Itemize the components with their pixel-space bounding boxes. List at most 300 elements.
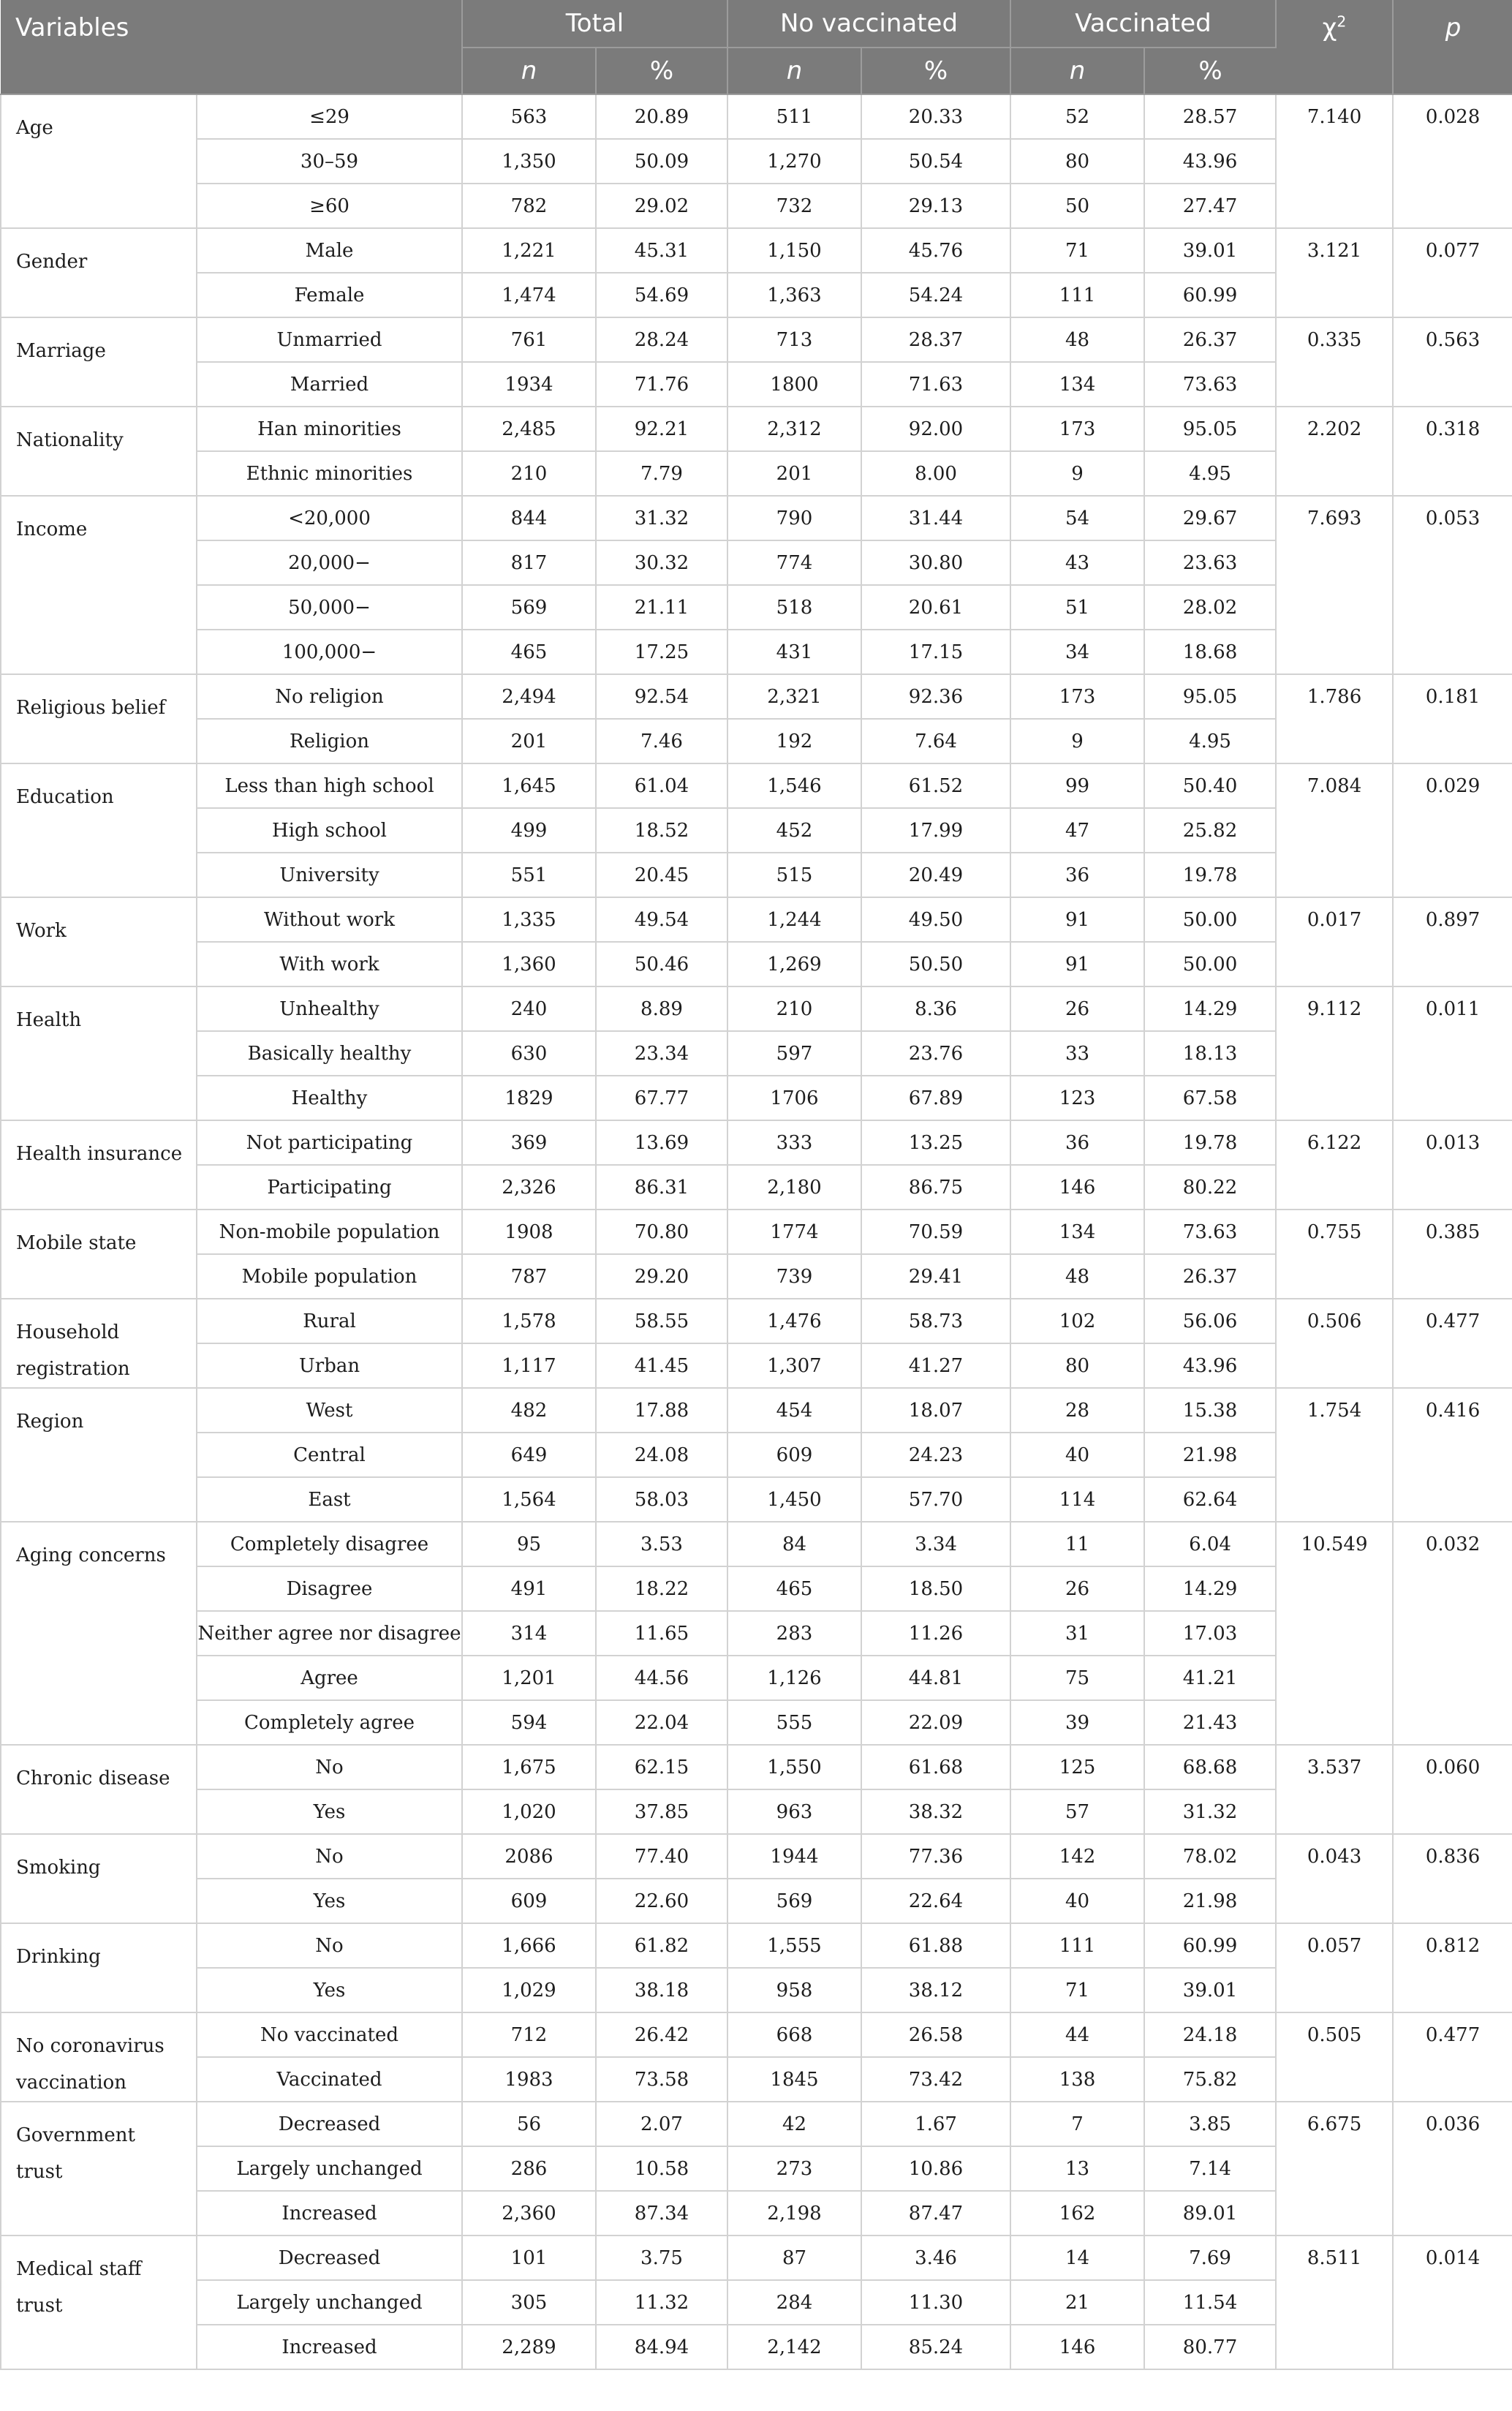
total-pct-cell: 71.76 xyxy=(596,362,727,407)
nv-pct-cell: 87.47 xyxy=(861,2191,1010,2235)
nv-pct-cell: 3.46 xyxy=(861,2235,1010,2280)
v-n-cell: 102 xyxy=(1010,1299,1144,1343)
variable-cell: Aging concerns xyxy=(1,1522,197,1745)
nv-pct-cell: 18.07 xyxy=(861,1388,1010,1433)
v-pct-cell: 23.63 xyxy=(1144,540,1276,585)
nv-n-cell: 1944 xyxy=(727,1834,861,1879)
header-v-n: n xyxy=(1010,48,1144,94)
nv-pct-cell: 28.37 xyxy=(861,317,1010,362)
nv-pct-cell: 11.26 xyxy=(861,1611,1010,1656)
nv-n-cell: 569 xyxy=(727,1879,861,1923)
nv-pct-cell: 30.80 xyxy=(861,540,1010,585)
nv-n-cell: 958 xyxy=(727,1968,861,2012)
nv-n-cell: 452 xyxy=(727,808,861,853)
total-pct-cell: 18.52 xyxy=(596,808,727,853)
total-n-cell: 2086 xyxy=(462,1834,596,1879)
total-n-cell: 369 xyxy=(462,1120,596,1165)
chi-square-cell: 6.122 xyxy=(1276,1120,1393,1210)
p-value-cell: 0.053 xyxy=(1393,496,1512,674)
v-pct-cell: 27.47 xyxy=(1144,184,1276,228)
total-n-cell: 491 xyxy=(462,1566,596,1611)
total-pct-cell: 11.65 xyxy=(596,1611,727,1656)
v-pct-cell: 26.37 xyxy=(1144,1254,1276,1299)
p-value-cell: 0.029 xyxy=(1393,763,1512,897)
v-n-cell: 91 xyxy=(1010,897,1144,942)
nv-pct-cell: 86.75 xyxy=(861,1165,1010,1210)
v-pct-cell: 4.95 xyxy=(1144,719,1276,763)
v-pct-cell: 26.37 xyxy=(1144,317,1276,362)
v-n-cell: 44 xyxy=(1010,2012,1144,2057)
nv-n-cell: 1,363 xyxy=(727,273,861,317)
total-n-cell: 609 xyxy=(462,1879,596,1923)
total-pct-cell: 45.31 xyxy=(596,228,727,273)
v-pct-cell: 89.01 xyxy=(1144,2191,1276,2235)
level-cell: Largely unchanged xyxy=(197,2280,462,2325)
nv-pct-cell: 50.50 xyxy=(861,942,1010,986)
nv-pct-cell: 41.27 xyxy=(861,1343,1010,1388)
nv-n-cell: 609 xyxy=(727,1433,861,1477)
nv-pct-cell: 49.50 xyxy=(861,897,1010,942)
total-pct-cell: 49.54 xyxy=(596,897,727,942)
total-n-cell: 1,350 xyxy=(462,139,596,184)
total-n-cell: 1,360 xyxy=(462,942,596,986)
table-row xyxy=(1,763,1512,808)
chi-square-cell: 8.511 xyxy=(1276,2235,1393,2369)
level-cell: <20,000 xyxy=(197,496,462,540)
chi-square-cell: 7.084 xyxy=(1276,763,1393,897)
level-cell: No vaccinated xyxy=(197,2012,462,2057)
level-cell: Basically healthy xyxy=(197,1031,462,1076)
v-pct-cell: 95.05 xyxy=(1144,674,1276,719)
table-row xyxy=(1,317,1512,362)
total-n-cell: 240 xyxy=(462,986,596,1031)
v-n-cell: 51 xyxy=(1010,585,1144,630)
level-cell: No xyxy=(197,1923,462,1968)
v-pct-cell: 50.00 xyxy=(1144,942,1276,986)
total-n-cell: 551 xyxy=(462,853,596,897)
variable-cell: Work xyxy=(1,897,197,986)
v-pct-cell: 29.67 xyxy=(1144,496,1276,540)
total-pct-cell: 3.53 xyxy=(596,1522,727,1566)
total-pct-cell: 77.40 xyxy=(596,1834,727,1879)
chi-square-cell: 2.202 xyxy=(1276,407,1393,496)
v-n-cell: 146 xyxy=(1010,1165,1144,1210)
nv-n-cell: 963 xyxy=(727,1789,861,1834)
total-pct-cell: 26.42 xyxy=(596,2012,727,2057)
total-pct-cell: 8.89 xyxy=(596,986,727,1031)
p-value-cell: 0.477 xyxy=(1393,1299,1512,1388)
total-pct-cell: 13.69 xyxy=(596,1120,727,1165)
total-pct-cell: 20.45 xyxy=(596,853,727,897)
v-n-cell: 48 xyxy=(1010,1254,1144,1299)
nv-pct-cell: 17.99 xyxy=(861,808,1010,853)
nv-pct-cell: 61.88 xyxy=(861,1923,1010,1968)
total-pct-cell: 73.58 xyxy=(596,2057,727,2102)
total-pct-cell: 87.34 xyxy=(596,2191,727,2235)
v-n-cell: 71 xyxy=(1010,228,1144,273)
chi-square-cell: 3.537 xyxy=(1276,1745,1393,1834)
nv-n-cell: 1,476 xyxy=(727,1299,861,1343)
p-value-cell: 0.477 xyxy=(1393,2012,1512,2102)
level-cell: Urban xyxy=(197,1343,462,1388)
v-pct-cell: 31.32 xyxy=(1144,1789,1276,1834)
total-pct-cell: 24.08 xyxy=(596,1433,727,1477)
total-pct-cell: 50.46 xyxy=(596,942,727,986)
header-total-pct: % xyxy=(596,48,727,94)
nv-pct-cell: 7.64 xyxy=(861,719,1010,763)
total-pct-cell: 44.56 xyxy=(596,1656,727,1700)
v-pct-cell: 56.06 xyxy=(1144,1299,1276,1343)
variable-cell: Household registration xyxy=(1,1299,197,1388)
header-nv-pct: % xyxy=(861,48,1010,94)
total-n-cell: 1,474 xyxy=(462,273,596,317)
nv-pct-cell: 77.36 xyxy=(861,1834,1010,1879)
total-n-cell: 1983 xyxy=(462,2057,596,2102)
v-n-cell: 125 xyxy=(1010,1745,1144,1789)
v-pct-cell: 7.69 xyxy=(1144,2235,1276,2280)
nv-n-cell: 1,450 xyxy=(727,1477,861,1522)
level-cell: Unmarried xyxy=(197,317,462,362)
total-pct-cell: 92.21 xyxy=(596,407,727,451)
total-n-cell: 482 xyxy=(462,1388,596,1433)
total-n-cell: 787 xyxy=(462,1254,596,1299)
v-pct-cell: 60.99 xyxy=(1144,273,1276,317)
v-n-cell: 138 xyxy=(1010,2057,1144,2102)
total-pct-cell: 23.34 xyxy=(596,1031,727,1076)
nv-pct-cell: 3.34 xyxy=(861,1522,1010,1566)
v-pct-cell: 80.77 xyxy=(1144,2325,1276,2369)
nv-pct-cell: 44.81 xyxy=(861,1656,1010,1700)
variable-cell: Mobile state xyxy=(1,1210,197,1299)
nv-pct-cell: 67.89 xyxy=(861,1076,1010,1120)
p-value-cell: 0.028 xyxy=(1393,94,1512,228)
v-pct-cell: 78.02 xyxy=(1144,1834,1276,1879)
total-pct-cell: 22.04 xyxy=(596,1700,727,1745)
v-n-cell: 43 xyxy=(1010,540,1144,585)
total-pct-cell: 50.09 xyxy=(596,139,727,184)
level-cell: ≥60 xyxy=(197,184,462,228)
nv-n-cell: 2,142 xyxy=(727,2325,861,2369)
table-row xyxy=(1,674,1512,719)
nv-n-cell: 2,312 xyxy=(727,407,861,451)
nv-n-cell: 1,150 xyxy=(727,228,861,273)
level-cell: University xyxy=(197,853,462,897)
table-row xyxy=(1,1923,1512,1968)
v-n-cell: 99 xyxy=(1010,763,1144,808)
level-cell: Mobile population xyxy=(197,1254,462,1299)
total-pct-cell: 17.25 xyxy=(596,630,727,674)
variable-cell: Nationality xyxy=(1,407,197,496)
level-cell: High school xyxy=(197,808,462,853)
total-n-cell: 844 xyxy=(462,496,596,540)
p-value-cell: 0.011 xyxy=(1393,986,1512,1120)
header-variables: Variables xyxy=(1,0,462,94)
total-pct-cell: 28.24 xyxy=(596,317,727,362)
nv-n-cell: 273 xyxy=(727,2146,861,2191)
v-pct-cell: 73.63 xyxy=(1144,1210,1276,1254)
total-n-cell: 201 xyxy=(462,719,596,763)
nv-n-cell: 555 xyxy=(727,1700,861,1745)
v-n-cell: 71 xyxy=(1010,1968,1144,2012)
v-n-cell: 52 xyxy=(1010,94,1144,139)
nv-pct-cell: 11.30 xyxy=(861,2280,1010,2325)
level-cell: East xyxy=(197,1477,462,1522)
nv-n-cell: 42 xyxy=(727,2102,861,2146)
table-row xyxy=(1,2102,1512,2146)
v-pct-cell: 62.64 xyxy=(1144,1477,1276,1522)
level-cell: Non-mobile population xyxy=(197,1210,462,1254)
nv-pct-cell: 20.33 xyxy=(861,94,1010,139)
total-pct-cell: 37.85 xyxy=(596,1789,727,1834)
total-n-cell: 1,020 xyxy=(462,1789,596,1834)
v-pct-cell: 60.99 xyxy=(1144,1923,1276,1968)
level-cell: Ethnic minorities xyxy=(197,451,462,496)
nv-pct-cell: 58.73 xyxy=(861,1299,1010,1343)
chi-square-cell: 1.786 xyxy=(1276,674,1393,763)
v-pct-cell: 95.05 xyxy=(1144,407,1276,451)
v-pct-cell: 24.18 xyxy=(1144,2012,1276,2057)
nv-pct-cell: 92.00 xyxy=(861,407,1010,451)
v-n-cell: 31 xyxy=(1010,1611,1144,1656)
nv-n-cell: 333 xyxy=(727,1120,861,1165)
nv-pct-cell: 18.50 xyxy=(861,1566,1010,1611)
total-n-cell: 594 xyxy=(462,1700,596,1745)
total-n-cell: 817 xyxy=(462,540,596,585)
nv-pct-cell: 8.36 xyxy=(861,986,1010,1031)
nv-pct-cell: 8.00 xyxy=(861,451,1010,496)
v-pct-cell: 21.98 xyxy=(1144,1879,1276,1923)
total-n-cell: 1829 xyxy=(462,1076,596,1120)
chi-square-cell: 0.506 xyxy=(1276,1299,1393,1388)
total-pct-cell: 2.07 xyxy=(596,2102,727,2146)
total-pct-cell: 10.58 xyxy=(596,2146,727,2191)
nv-pct-cell: 20.61 xyxy=(861,585,1010,630)
total-pct-cell: 62.15 xyxy=(596,1745,727,1789)
nv-n-cell: 87 xyxy=(727,2235,861,2280)
p-value-cell: 0.812 xyxy=(1393,1923,1512,2012)
total-pct-cell: 30.32 xyxy=(596,540,727,585)
table-header xyxy=(1,0,1512,94)
total-pct-cell: 22.60 xyxy=(596,1879,727,1923)
nv-n-cell: 2,198 xyxy=(727,2191,861,2235)
level-cell: Not participating xyxy=(197,1120,462,1165)
v-n-cell: 11 xyxy=(1010,1522,1144,1566)
total-pct-cell: 41.45 xyxy=(596,1343,727,1388)
v-pct-cell: 39.01 xyxy=(1144,228,1276,273)
total-n-cell: 1,645 xyxy=(462,763,596,808)
total-n-cell: 56 xyxy=(462,2102,596,2146)
total-pct-cell: 92.54 xyxy=(596,674,727,719)
p-value-cell: 0.013 xyxy=(1393,1120,1512,1210)
total-n-cell: 761 xyxy=(462,317,596,362)
v-n-cell: 39 xyxy=(1010,1700,1144,1745)
nv-pct-cell: 31.44 xyxy=(861,496,1010,540)
nv-n-cell: 790 xyxy=(727,496,861,540)
v-pct-cell: 17.03 xyxy=(1144,1611,1276,1656)
level-cell: Neither agree nor disagree xyxy=(197,1611,462,1656)
v-n-cell: 48 xyxy=(1010,317,1144,362)
level-cell: 30–59 xyxy=(197,139,462,184)
v-pct-cell: 43.96 xyxy=(1144,1343,1276,1388)
v-pct-cell: 73.63 xyxy=(1144,362,1276,407)
variable-cell: Health xyxy=(1,986,197,1120)
table-row xyxy=(1,2235,1512,2280)
header-no-vaccinated: No vaccinated xyxy=(727,0,1010,48)
nv-pct-cell: 70.59 xyxy=(861,1210,1010,1254)
v-n-cell: 36 xyxy=(1010,1120,1144,1165)
v-pct-cell: 39.01 xyxy=(1144,1968,1276,2012)
level-cell: With work xyxy=(197,942,462,986)
nv-n-cell: 1706 xyxy=(727,1076,861,1120)
p-value-cell: 0.385 xyxy=(1393,1210,1512,1299)
total-pct-cell: 20.89 xyxy=(596,94,727,139)
nv-n-cell: 1,555 xyxy=(727,1923,861,1968)
level-cell: Decreased xyxy=(197,2235,462,2280)
total-n-cell: 1908 xyxy=(462,1210,596,1254)
variable-cell: No coronavirus vaccination xyxy=(1,2012,197,2102)
p-value-cell: 0.060 xyxy=(1393,1745,1512,1834)
v-n-cell: 114 xyxy=(1010,1477,1144,1522)
nv-n-cell: 283 xyxy=(727,1611,861,1656)
level-cell: Vaccinated xyxy=(197,2057,462,2102)
header-total-n: n xyxy=(462,48,596,94)
total-n-cell: 1,029 xyxy=(462,1968,596,2012)
variable-cell: Religious belief xyxy=(1,674,197,763)
nv-pct-cell: 54.24 xyxy=(861,273,1010,317)
nv-pct-cell: 29.41 xyxy=(861,1254,1010,1299)
v-n-cell: 162 xyxy=(1010,2191,1144,2235)
v-n-cell: 40 xyxy=(1010,1879,1144,1923)
total-pct-cell: 61.04 xyxy=(596,763,727,808)
v-n-cell: 13 xyxy=(1010,2146,1144,2191)
p-value-cell: 0.014 xyxy=(1393,2235,1512,2369)
total-n-cell: 1,666 xyxy=(462,1923,596,1968)
nv-pct-cell: 85.24 xyxy=(861,2325,1010,2369)
chi-square-cell: 0.505 xyxy=(1276,2012,1393,2102)
level-cell: Disagree xyxy=(197,1566,462,1611)
table-row xyxy=(1,2012,1512,2057)
nv-n-cell: 284 xyxy=(727,2280,861,2325)
v-pct-cell: 75.82 xyxy=(1144,2057,1276,2102)
v-pct-cell: 19.78 xyxy=(1144,1120,1276,1165)
total-pct-cell: 18.22 xyxy=(596,1566,727,1611)
chi-square-cell: 0.057 xyxy=(1276,1923,1393,2012)
variable-cell: Chronic disease xyxy=(1,1745,197,1834)
v-n-cell: 111 xyxy=(1010,1923,1144,1968)
header-chi-square xyxy=(1276,0,1393,94)
table-row xyxy=(1,986,1512,1031)
chi-square-cell: 7.140 xyxy=(1276,94,1393,228)
total-n-cell: 2,289 xyxy=(462,2325,596,2369)
total-n-cell: 95 xyxy=(462,1522,596,1566)
nv-pct-cell: 24.23 xyxy=(861,1433,1010,1477)
total-n-cell: 314 xyxy=(462,1611,596,1656)
v-n-cell: 57 xyxy=(1010,1789,1144,1834)
v-n-cell: 9 xyxy=(1010,719,1144,763)
total-n-cell: 1,675 xyxy=(462,1745,596,1789)
chi-symbol: $\chi^2$ xyxy=(1322,13,1347,43)
v-pct-cell: 7.14 xyxy=(1144,2146,1276,2191)
chi-square-cell: 6.675 xyxy=(1276,2102,1393,2235)
total-n-cell: 465 xyxy=(462,630,596,674)
v-n-cell: 173 xyxy=(1010,407,1144,451)
total-n-cell: 210 xyxy=(462,451,596,496)
v-n-cell: 50 xyxy=(1010,184,1144,228)
table-row xyxy=(1,94,1512,139)
total-pct-cell: 61.82 xyxy=(596,1923,727,1968)
level-cell: Central xyxy=(197,1433,462,1477)
level-cell: West xyxy=(197,1388,462,1433)
nv-n-cell: 739 xyxy=(727,1254,861,1299)
total-n-cell: 712 xyxy=(462,2012,596,2057)
level-cell: Rural xyxy=(197,1299,462,1343)
total-n-cell: 569 xyxy=(462,585,596,630)
v-n-cell: 111 xyxy=(1010,273,1144,317)
v-pct-cell: 6.04 xyxy=(1144,1522,1276,1566)
nv-pct-cell: 1.67 xyxy=(861,2102,1010,2146)
nv-n-cell: 431 xyxy=(727,630,861,674)
level-cell: No xyxy=(197,1834,462,1879)
level-cell: Yes xyxy=(197,1879,462,1923)
total-pct-cell: 21.11 xyxy=(596,585,727,630)
level-cell: 20,000− xyxy=(197,540,462,585)
nv-pct-cell: 20.49 xyxy=(861,853,1010,897)
variable-cell: Medical staff trust xyxy=(1,2235,197,2369)
v-pct-cell: 25.82 xyxy=(1144,808,1276,853)
level-cell: Male xyxy=(197,228,462,273)
total-pct-cell: 11.32 xyxy=(596,2280,727,2325)
v-n-cell: 26 xyxy=(1010,986,1144,1031)
total-n-cell: 1,578 xyxy=(462,1299,596,1343)
nv-n-cell: 515 xyxy=(727,853,861,897)
total-n-cell: 1,201 xyxy=(462,1656,596,1700)
nv-n-cell: 210 xyxy=(727,986,861,1031)
level-cell: Yes xyxy=(197,1968,462,2012)
variable-cell: Health insurance xyxy=(1,1120,197,1210)
v-n-cell: 14 xyxy=(1010,2235,1144,2280)
nv-n-cell: 2,321 xyxy=(727,674,861,719)
v-n-cell: 28 xyxy=(1010,1388,1144,1433)
total-pct-cell: 84.94 xyxy=(596,2325,727,2369)
total-n-cell: 563 xyxy=(462,94,596,139)
chi-square-cell: 1.754 xyxy=(1276,1388,1393,1522)
nv-n-cell: 713 xyxy=(727,317,861,362)
table-body xyxy=(1,94,1512,2369)
level-cell: Han minorities xyxy=(197,407,462,451)
level-cell: Increased xyxy=(197,2325,462,2369)
nv-n-cell: 1,126 xyxy=(727,1656,861,1700)
total-n-cell: 305 xyxy=(462,2280,596,2325)
total-n-cell: 1934 xyxy=(462,362,596,407)
total-pct-cell: 54.69 xyxy=(596,273,727,317)
level-cell: Religion xyxy=(197,719,462,763)
v-n-cell: 7 xyxy=(1010,2102,1144,2146)
chi-square-cell: 0.017 xyxy=(1276,897,1393,986)
v-pct-cell: 50.40 xyxy=(1144,763,1276,808)
header-p: p xyxy=(1393,0,1512,94)
v-n-cell: 75 xyxy=(1010,1656,1144,1700)
nv-n-cell: 192 xyxy=(727,719,861,763)
variable-cell: Age xyxy=(1,94,197,228)
v-pct-cell: 21.98 xyxy=(1144,1433,1276,1477)
table-row xyxy=(1,1388,1512,1433)
v-n-cell: 54 xyxy=(1010,496,1144,540)
nv-pct-cell: 22.09 xyxy=(861,1700,1010,1745)
p-value-cell: 0.036 xyxy=(1393,2102,1512,2235)
nv-n-cell: 1,270 xyxy=(727,139,861,184)
nv-n-cell: 1845 xyxy=(727,2057,861,2102)
chi-superscript: 2 xyxy=(1337,13,1347,31)
